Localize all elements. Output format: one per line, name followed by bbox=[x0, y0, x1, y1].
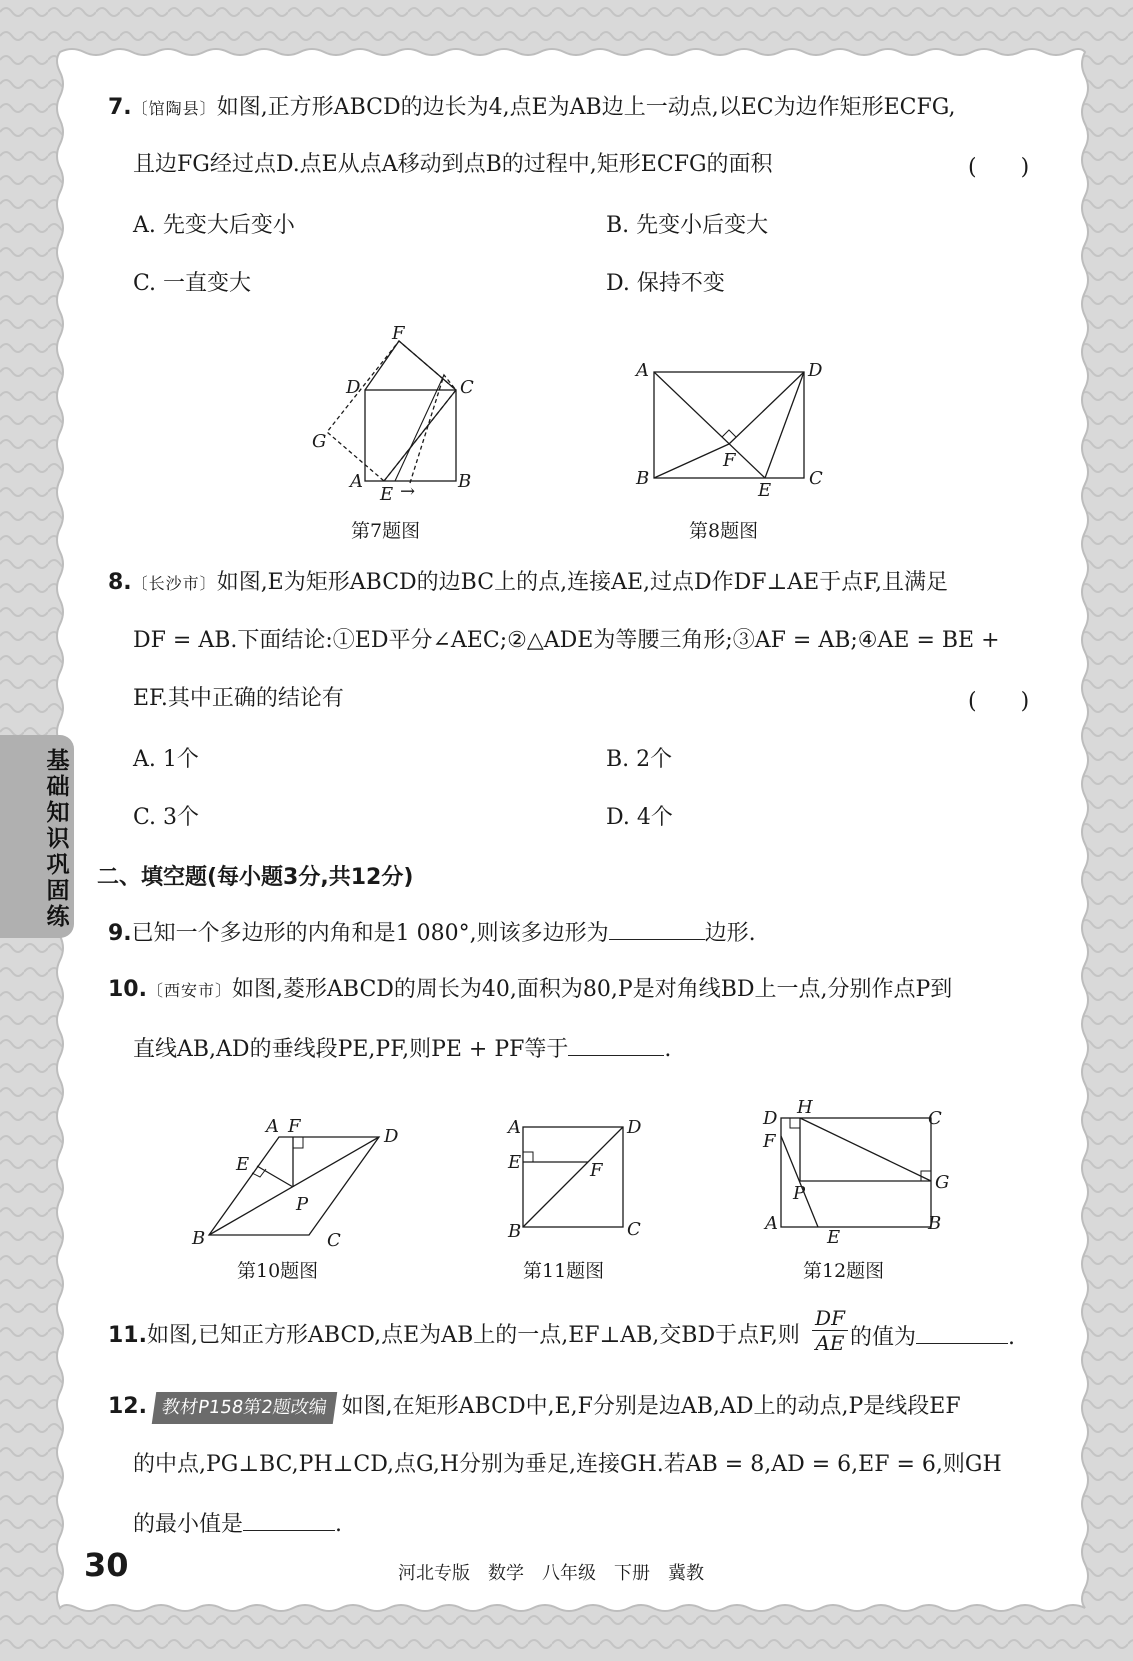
question-9-line bbox=[108, 917, 756, 949]
figure-12-rectangle bbox=[781, 1118, 931, 1227]
side-tab-label: 基 础 知 识 巩 固 练 bbox=[46, 748, 70, 930]
figure-12-caption: 第12题图 bbox=[803, 1260, 885, 1282]
question-8-text-2: DF = AB.下面结论:①ED平分∠AEC;②△ADE为等腰三角形;③AF = AB;④AE = BE + bbox=[133, 628, 1000, 653]
figure-12-right-angle-h bbox=[790, 1118, 800, 1128]
figure-8-caption: 第8题图 bbox=[689, 520, 759, 542]
question-11-answer-blank[interactable] bbox=[916, 1321, 1008, 1344]
footer-book-info: 河北专版 数学 八年级 下册 冀教 bbox=[398, 1563, 704, 1584]
question-11-text-post: 的值为 bbox=[850, 1325, 917, 1350]
figure-10-label-a: A bbox=[266, 1116, 279, 1137]
figure-11-label-d: D bbox=[627, 1117, 642, 1138]
figure-8-label-a: A bbox=[636, 360, 649, 381]
figure-11-label-b: B bbox=[508, 1221, 522, 1242]
figure-8-label-f: F bbox=[723, 450, 736, 471]
question-10-text-2: 直线AB,AD的垂线段PE,PF,则PE + PF等于 bbox=[133, 1037, 569, 1062]
figure-8-right-angle-mark bbox=[722, 430, 736, 437]
figure-12-right-angle-g bbox=[921, 1171, 931, 1181]
figure-12-label-g: G bbox=[935, 1172, 950, 1193]
question-11-number: 11. bbox=[108, 1323, 147, 1348]
question-8-line-1 bbox=[108, 568, 948, 599]
question-7-answer-paren: ( ) bbox=[968, 155, 1030, 180]
figure-8-segment-bf bbox=[654, 444, 729, 478]
figure-7-label-g: G bbox=[312, 431, 327, 452]
figure-11-diagonal-bd bbox=[523, 1127, 623, 1227]
question-11-line bbox=[108, 1321, 800, 1351]
figure-10-diagonal-bd bbox=[209, 1137, 379, 1235]
question-11-fraction-numerator: DF bbox=[815, 1306, 845, 1330]
question-9-text-post: 边形. bbox=[704, 921, 756, 946]
question-7-option-d: D. 保持不变 bbox=[606, 271, 725, 296]
question-8-source-tag: 〔长沙市〕 bbox=[131, 574, 217, 593]
figure-10-label-d: D bbox=[384, 1126, 399, 1147]
figure-8-segment-de bbox=[765, 372, 804, 478]
question-11-text-pre: 如图,已知正方形ABCD,点E为AB上的一点,EF⊥AB,交BD于点F,则 bbox=[146, 1323, 800, 1348]
question-12-textbook-badge: 教材P158第2题改编 bbox=[152, 1392, 337, 1424]
question-7-option-b: B. 先变小后变大 bbox=[606, 213, 769, 238]
question-7-option-c: C. 一直变大 bbox=[133, 271, 252, 296]
figure-7-segment-ec bbox=[384, 390, 456, 481]
question-12-line-1 bbox=[108, 1392, 961, 1424]
question-9-number: 9. bbox=[108, 921, 132, 946]
figure-10-caption: 第10题图 bbox=[237, 1260, 319, 1282]
question-8-text-1: 如图,E为矩形ABCD的边BC上的点,连接AE,过点D作DF⊥AE于点F,且满足 bbox=[216, 570, 949, 595]
question-10-line-2 bbox=[133, 1033, 671, 1065]
question-7-option-a: A. 先变大后变小 bbox=[133, 213, 295, 238]
figure-7-label-f: F bbox=[392, 325, 405, 344]
section-2-heading: 二、填空题(每小题3分,共12分) bbox=[97, 865, 414, 890]
figure-8-label-b: B bbox=[636, 468, 650, 489]
question-10-number: 10. bbox=[108, 977, 147, 1002]
question-7-text-2: 且边FG经过点D.点E从点A移动到点B的过程中,矩形ECFG的面积 bbox=[133, 152, 773, 177]
figure-12-label-h: H bbox=[797, 1097, 813, 1118]
question-7-number: 7. bbox=[108, 95, 132, 120]
question-8-option-c: C. 3个 bbox=[133, 805, 200, 830]
figure-11-right-angle-e bbox=[523, 1152, 533, 1162]
figure-11-diagram bbox=[500, 1110, 660, 1250]
question-9-answer-blank[interactable] bbox=[609, 917, 705, 940]
figure-7-rectangle-ecfg bbox=[327, 341, 456, 481]
figure-10-label-f: F bbox=[288, 1116, 301, 1137]
question-10-source-tag: 〔西安市〕 bbox=[146, 981, 232, 1000]
question-7-source-tag: 〔馆陶县〕 bbox=[131, 99, 217, 118]
question-11-period: . bbox=[1008, 1325, 1016, 1350]
question-8-option-b: B. 2个 bbox=[606, 747, 673, 772]
question-12-text-1: 如图,在矩形ABCD中,E,F分别是边AB,AD上的动点,P是线段EF bbox=[341, 1394, 961, 1419]
question-12-period: . bbox=[335, 1512, 343, 1537]
question-8-text-3: EF.其中正确的结论有 bbox=[133, 686, 344, 711]
figure-7-square bbox=[365, 390, 456, 481]
figure-12-label-e: E bbox=[827, 1227, 841, 1248]
figure-12-label-p: P bbox=[793, 1183, 806, 1204]
figure-11-label-e: E bbox=[508, 1152, 522, 1173]
figure-7-label-b: B bbox=[458, 471, 472, 492]
figure-12-label-d: D bbox=[763, 1108, 778, 1129]
question-8-answer-paren: ( ) bbox=[968, 689, 1030, 714]
question-8-option-a: A. 1个 bbox=[133, 747, 199, 772]
figure-12-diagram bbox=[755, 1095, 955, 1255]
figure-12-label-a: A bbox=[765, 1213, 778, 1234]
question-12-number: 12. bbox=[108, 1394, 147, 1419]
figure-10-label-p: P bbox=[296, 1194, 309, 1215]
figure-11-caption: 第11题图 bbox=[523, 1260, 605, 1282]
question-7-line-1 bbox=[108, 93, 956, 124]
figure-10-diagram bbox=[190, 1110, 400, 1250]
question-9-text-pre: 已知一个多边形的内角和是1 080°,则该多边形为 bbox=[131, 921, 609, 946]
figure-11-label-c: C bbox=[627, 1219, 641, 1240]
figure-7-segment-df-fc bbox=[365, 341, 456, 390]
question-10-line-1 bbox=[108, 975, 952, 1006]
question-8-number: 8. bbox=[108, 570, 132, 595]
figure-7-moved-rectangle bbox=[410, 375, 456, 483]
figure-7-moved-edge bbox=[395, 375, 444, 481]
figure-12-label-f: F bbox=[763, 1131, 776, 1152]
figure-8-label-e: E bbox=[758, 480, 772, 500]
figure-7-label-d: D bbox=[346, 377, 361, 398]
question-12-text-3: 的最小值是 bbox=[133, 1512, 244, 1537]
figure-8-label-d: D bbox=[808, 360, 823, 381]
figure-11-label-a: A bbox=[508, 1117, 521, 1138]
figure-10-label-c: C bbox=[327, 1230, 341, 1250]
question-10-text-1: 如图,菱形ABCD的周长为40,面积为80,P是对角线BD上一点,分别作点P到 bbox=[232, 977, 953, 1002]
figure-7-label-a: A bbox=[350, 471, 363, 492]
question-10-period: . bbox=[664, 1037, 672, 1062]
figure-10-label-b: B bbox=[192, 1228, 206, 1249]
question-12-line-3 bbox=[133, 1508, 342, 1540]
figure-12-label-b: B bbox=[928, 1213, 942, 1234]
question-7-text-1: 如图,正方形ABCD的边长为4,点E为AB边上一动点,以EC为边作矩形ECFG, bbox=[216, 95, 956, 120]
figure-11-label-f: F bbox=[590, 1160, 603, 1181]
question-11-fraction-denominator: AE bbox=[812, 1330, 848, 1355]
figure-7-caption: 第7题图 bbox=[351, 520, 421, 542]
figure-10-right-angle-f bbox=[293, 1137, 303, 1148]
figure-8-label-c: C bbox=[809, 468, 823, 489]
question-10-answer-blank[interactable] bbox=[568, 1033, 664, 1056]
figure-7-label-e: E bbox=[380, 484, 394, 505]
question-8-option-d: D. 4个 bbox=[606, 805, 673, 830]
figure-12-segment-gh bbox=[800, 1118, 931, 1181]
figure-8-segment-df bbox=[729, 372, 804, 444]
figure-10-label-e: E bbox=[236, 1154, 250, 1175]
figure-7-label-c: C bbox=[460, 377, 474, 398]
question-11-fraction bbox=[812, 1306, 848, 1355]
figure-7-arrow-icon: → bbox=[400, 481, 416, 502]
figure-7-diagram bbox=[300, 325, 500, 515]
question-12-answer-blank[interactable] bbox=[243, 1508, 335, 1531]
page-number: 30 bbox=[84, 1546, 129, 1584]
question-12-text-2: 的中点,PG⊥BC,PH⊥CD,点G,H分别为垂足,连接GH.若AB = 8,AD = 6,EF = 6,则GH bbox=[133, 1452, 1002, 1477]
figure-10-segment-pe bbox=[257, 1166, 293, 1187]
figure-12-label-c: C bbox=[928, 1108, 942, 1129]
figure-8-diagram bbox=[626, 355, 836, 500]
question-11-line-end bbox=[850, 1321, 1015, 1353]
